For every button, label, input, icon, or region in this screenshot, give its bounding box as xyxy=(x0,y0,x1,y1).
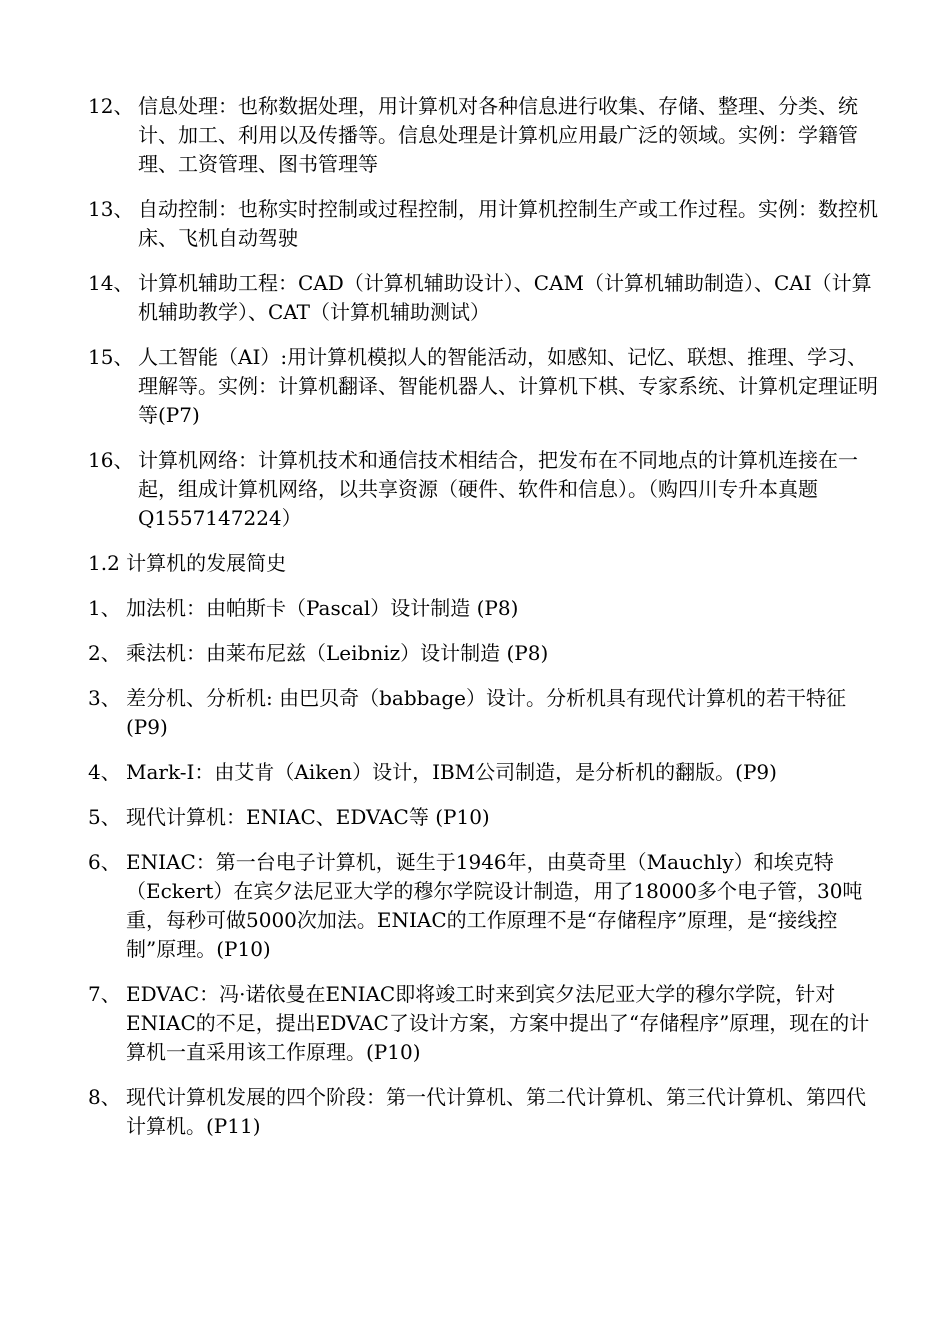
item-number: 13、 xyxy=(88,197,134,221)
item-text: 信息处理：也称数据处理，用计算机对各种信息进行收集、存储、整理、分类、统计、加工、利用以及传播等。信息处理是计算机应用最广泛的领域。实例：学籍管理、工资管理、图书管理等 xyxy=(138,94,858,176)
list-item-6 xyxy=(88,848,880,964)
item-text: 现代计算机发展的四个阶段：第一代计算机、第二代计算机、第三代计算机、第四代计算机。(P11) xyxy=(126,1085,866,1138)
item-number: 3、 xyxy=(88,686,121,710)
item-text: 计算机网络：计算机技术和通信技术相结合，把发布在不同地点的计算机连接在一起，组成计算机网络，以共享资源（硬件、软件和信息）。（购四川专升本真题Q1557147224） xyxy=(138,448,858,530)
item-number: 14、 xyxy=(88,271,134,295)
item-text: Mark-I：由艾肯（Aiken）设计，IBM公司制造，是分析机的翻版。(P9) xyxy=(126,760,777,784)
item-number: 7、 xyxy=(88,982,121,1006)
item-text: 人工智能（AI）:用计算机模拟人的智能活动，如感知、记忆、联想、推理、学习、理解等。实例：计算机翻译、智能机器人、计算机下棋、专家系统、计算机定理证明等(P7) xyxy=(138,345,878,427)
list-item-8 xyxy=(88,1083,880,1141)
item-text: 乘法机：由莱布尼兹（Leibniz）设计制造 (P8) xyxy=(126,641,549,665)
item-number: 12、 xyxy=(88,94,134,118)
list-item-13 xyxy=(88,195,880,253)
item-number: 6、 xyxy=(88,850,121,874)
list-item-7 xyxy=(88,980,880,1067)
item-number: 16、 xyxy=(88,448,134,472)
item-text: 加法机：由帕斯卡（Pascal）设计制造 (P8) xyxy=(126,596,519,620)
item-number: 2、 xyxy=(88,641,121,665)
item-number: 1、 xyxy=(88,596,121,620)
list-item-3 xyxy=(88,684,880,742)
item-number: 4、 xyxy=(88,760,121,784)
item-number: 8、 xyxy=(88,1085,121,1109)
list-item-16 xyxy=(88,446,880,533)
list-item-1 xyxy=(88,594,880,623)
list-item-5 xyxy=(88,803,880,832)
list-item-2 xyxy=(88,639,880,668)
item-text: ENIAC：第一台电子计算机，诞生于1946年，由莫奇里（Mauchly）和埃克特（Eckert）在宾夕法尼亚大学的穆尔学院设计制造，用了18000多个电子管，30吨重，每秒可做5000次加法。ENIAC的工作原理不是“存储程序”原理，是“接线控制”原理。(P10) xyxy=(126,850,863,961)
section-title: 1.2 计算机的发展简史 xyxy=(88,551,287,575)
item-number: 15、 xyxy=(88,345,134,369)
item-text: EDVAC：冯·诺依曼在ENIAC即将竣工时来到宾夕法尼亚大学的穆尔学院，针对ENIAC的不足，提出EDVAC了设计方案，方案中提出了“存储程序”原理，现在的计算机一直采用该工作原理。(P10) xyxy=(126,982,870,1064)
item-text: 差分机、分析机: 由巴贝奇（babbage）设计。分析机具有现代计算机的若干特征 (P9) xyxy=(126,686,846,739)
item-number: 5、 xyxy=(88,805,121,829)
list-item-14 xyxy=(88,269,880,327)
list-item-15 xyxy=(88,343,880,430)
list-item-12 xyxy=(88,92,880,179)
item-text: 计算机辅助工程：CAD（计算机辅助设计）、CAM（计算机辅助制造）、CAI（计算机辅助教学）、CAT（计算机辅助测试） xyxy=(138,271,872,324)
item-text: 现代计算机：ENIAC、EDVAC等 (P10) xyxy=(126,805,490,829)
list-item-4 xyxy=(88,758,880,787)
item-text: 自动控制：也称实时控制或过程控制，用计算机控制生产或工作过程。实例：数控机床、飞机自动驾驶 xyxy=(138,197,878,250)
